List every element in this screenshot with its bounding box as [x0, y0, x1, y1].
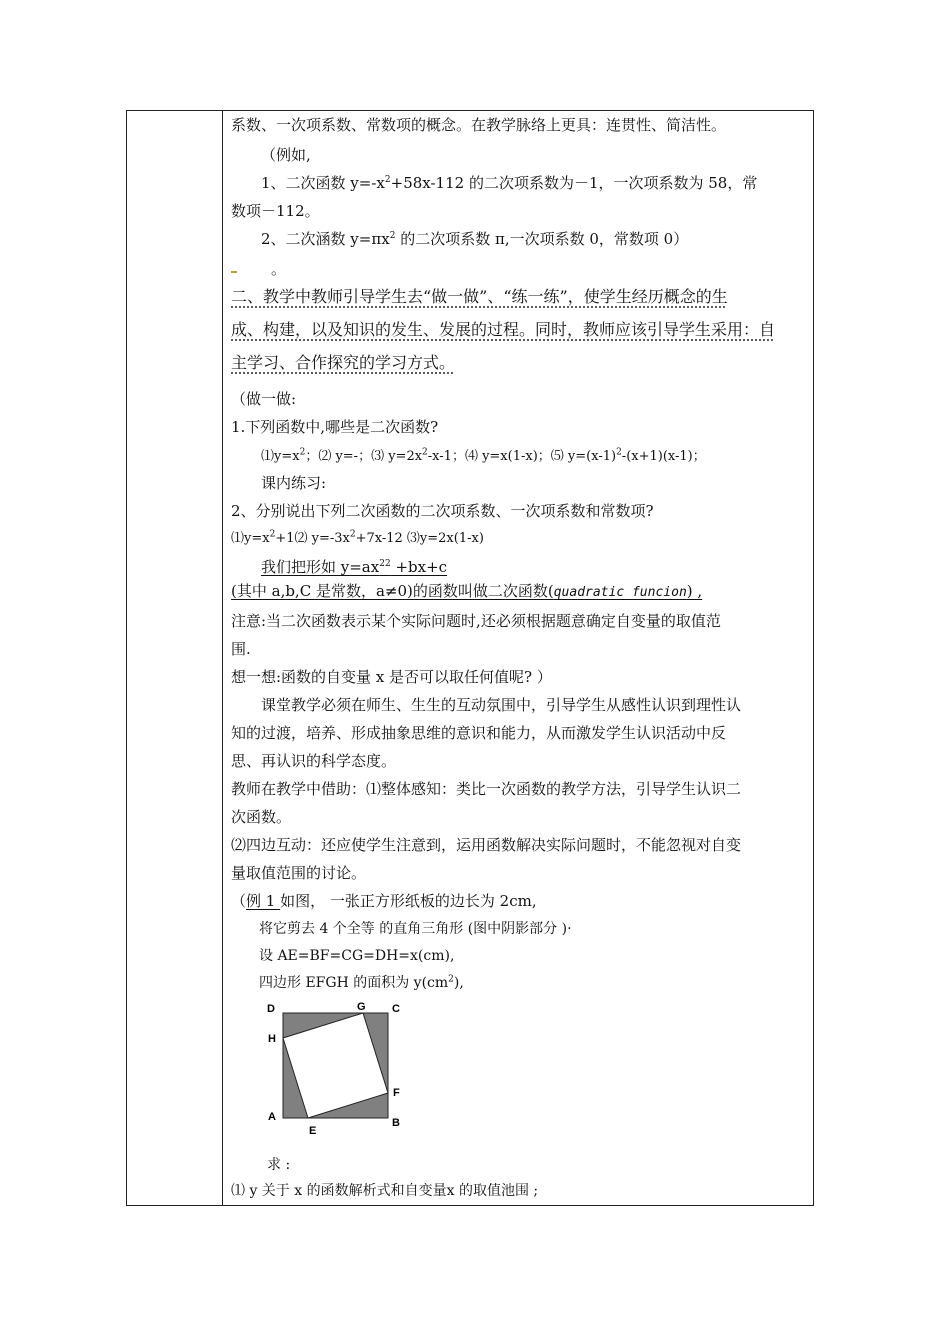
text-line: ⑵四边互动：还应使学生注意到，运用函数解决实际问题时，不能忽视对自变	[231, 836, 742, 854]
column-divider	[222, 111, 223, 1205]
text-line: 课堂教学必须在师生、生生的互动氛围中，引导学生从感性认识到理性认	[261, 696, 742, 714]
text-line: (其中 a,b,C 是常数，a≠0)的函数叫做二次函数(quadratic funcion) ,	[231, 582, 703, 600]
text-line: 课内练习:	[261, 474, 327, 492]
text-line: 量取值范围的讨论。	[231, 864, 367, 882]
text-line: 二、教学中教师引导学生去“做一做”、“练一练”，使学生经历概念的生	[231, 287, 728, 306]
text-line: （例 1 如图， 一张正方形纸板的边长为 2cm,	[231, 892, 537, 910]
text-line: 求 :	[267, 1157, 291, 1173]
text-line: 成、构建，以及知识的发生、发展的过程。同时，教师应该引导学生采用：自	[231, 320, 776, 339]
text-line: 1.下列函数中,哪些是二次函数?	[231, 418, 439, 436]
label-h: H	[268, 1033, 276, 1045]
text-line: 注意:当二次函数表示某个实际问题时,还必须根据题意确定自变量的取值范	[231, 612, 721, 630]
edit-mark	[231, 271, 237, 273]
label-e: E	[309, 1125, 317, 1137]
text-line: 系数、一次项系数、常数项的概念。在教学脉络上更具：连贯性、简洁性。	[231, 116, 727, 134]
label-f: F	[393, 1087, 400, 1099]
text-line: （做一做:	[231, 390, 297, 408]
label-b: B	[392, 1117, 400, 1129]
text-line: 四边形 EFGH 的面积为 $y(cm^2)$,	[259, 974, 464, 991]
text-line: 将它剪去 4 个全等 的直角三角形 (图中阴影部分 )·	[259, 921, 572, 937]
label-g: G	[357, 1001, 366, 1013]
text-line: 我们把形如 $y=ax^{22} +bx+c$	[261, 558, 448, 576]
text-line: 设 AE=BF=CG=DH=x(cm),	[259, 948, 455, 964]
square-figure	[261, 1001, 411, 1141]
text-line: 思、再认识的科学态度。	[231, 752, 397, 770]
label-c: C	[392, 1003, 400, 1015]
label-a: A	[268, 1111, 276, 1123]
text-line: $⑴y=x^2+1⑵$ $y=-3x^2+7x-12$ ⑶y=2x(1-x)	[231, 529, 484, 546]
lesson-table	[126, 110, 814, 1206]
text-line: 2、分别说出下列二次函数的二次项系数、一次项系数和常数项?	[231, 502, 654, 520]
text-line: 数项－112。	[231, 202, 320, 220]
text-line: 教师在教学中借助：⑴整体感知：类比一次函数的教学方法，引导学生认识二	[231, 780, 742, 798]
text-line: 主学习、合作探究的学习方式。	[231, 353, 456, 372]
text-line: $⑴y=x^2$；⑵ y=-；⑶ $y=2x^2-x-1$；⑷ y=x(1-x)；⑸ $y=(x-1)^2-(x+1)(x-1)$；	[261, 447, 706, 464]
text-line: ⑴ y 关于 x 的函数解析式和自变量x 的取值池围 ;	[231, 1183, 539, 1199]
label-d: D	[267, 1003, 275, 1015]
text-line: 想一想:函数的自变量 x 是否可以取任何值呢? ）	[231, 668, 552, 686]
text-line: 2、二次涵数 $y=\pi x^2$ 的二次项系数 π,一次项系数 0，常数项 0）	[261, 230, 689, 248]
text-line: 1、二次函数 $y=-x^2+58x-112$ 的二次项系数为－1，一次项系数为 58，常	[261, 174, 758, 192]
text-line: 次函数。	[231, 808, 292, 826]
text-line: 围.	[231, 640, 251, 658]
text-line: 知的过渡，培养、形成抽象思维的意识和能力，从而激发学生认识活动中反	[231, 724, 727, 742]
text-line: （例如,	[261, 146, 311, 164]
text-line: 。	[271, 260, 287, 278]
